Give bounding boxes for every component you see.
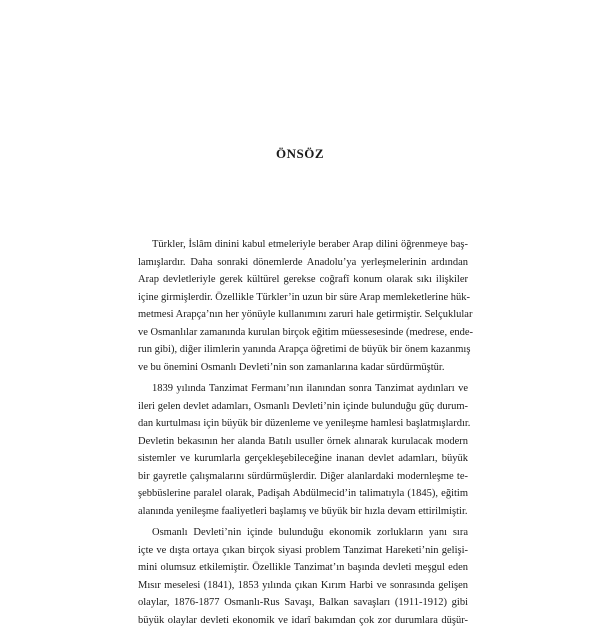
paragraph-2-line-1: 1839 yılında Tanzimat Fermanı’nın ilanından sonra Tanzimat aydınları ve (138, 380, 468, 398)
paragraph-3-line-1: Osmanlı Devleti’nin içinde bulunduğu ekonomik zorlukların yanı sıra (138, 524, 468, 542)
paragraph-2-line-7: şebbüslerine paralel olarak, Padişah Abdülmecid’in talimatıyla (1845), eğitim (138, 485, 468, 503)
paragraph-1-line-4: içine girmişlerdir. Özellikle Türkler’in uzun bir süre Arap memleketlerine hük- (138, 289, 468, 307)
paragraph-2-line-8: alanında yenileşme faaliyetleri başlamış ve büyük bir hızla devam ettirilmiştir. (138, 503, 468, 521)
paragraph-3-line-6: büyük olaylar devleti ekonomik ve idarî bakımdan çok zor durumlara düşür- (138, 612, 468, 629)
paragraph-1-line-6: ve Osmanlılar zamanında kurulan birçok eğitim müessesesinde (medrese, ende- (138, 324, 468, 342)
body-text (138, 236, 468, 629)
paragraph-1-line-7: run gibi), diğer ilimlerin yanında Arapça öğretimi de büyük bir önem kazanmış (138, 341, 468, 359)
paragraph-2-line-4: Devletin bekasının her alanda Batılı usuller örnek alınarak kurulacak modern (138, 433, 468, 451)
paragraph-1-line-2: lamışlardır. Daha sonraki dönemlerde Anadolu’ya yerleşmelerinin ardından (138, 254, 468, 272)
paragraph-3-line-5: olaylar, 1876-1877 Osmanlı-Rus Savaşı, Balkan savaşları (1911-1912) gibi (138, 594, 468, 612)
paragraph-2-line-3: dan kurtulması için büyük bir düzenleme ve yenileşme hamlesi başlatmışlardır. (138, 415, 468, 433)
page-title: ÖNSÖZ (0, 146, 600, 162)
paragraph-2-line-6: bir gayretle çalışmalarını sürdürmüşlerdir. Diğer alanlardaki modernleşme te- (138, 468, 468, 486)
paragraph-1-line-3: Arap devletleriyle gerek kültürel gerekse coğrafî konum olarak sıkı ilişkiler (138, 271, 468, 289)
paragraph-2-line-5: sistemler ve kurumlarla gerçekleşebileceğine inanan devlet adamları, büyük (138, 450, 468, 468)
paragraph-2-line-2: ileri gelen devlet adamları, Osmanlı Devleti’nin içinde bulunduğu güç durum- (138, 398, 468, 416)
paragraph-1-line-8: ve bu önemini Osmanlı Devleti’nin son zamanlarına kadar sürdürmüştür. (138, 359, 468, 377)
paragraph-3-line-3: mini olumsuz etkilemiştir. Özellikle Tanzimat’ın başında devleti meşgul eden (138, 559, 468, 577)
paragraph-3-line-2: içte ve dışta ortaya çıkan birçok siyasi problem Tanzimat Hareketi’nin gelişi- (138, 542, 468, 560)
paragraph-1-line-5: metmesi Arapça’nın her yönüyle kullanımını zaruri hale getirmiştir. Selçuklular (138, 306, 468, 324)
paragraph-3-line-4: Mısır meselesi (1841), 1853 yılında çıkan Kırım Harbi ve sonrasında gelişen (138, 577, 468, 595)
paragraph-1-line-1: Türkler, İslâm dinini kabul etmeleriyle beraber Arap dilini öğrenmeye baş- (138, 236, 468, 254)
